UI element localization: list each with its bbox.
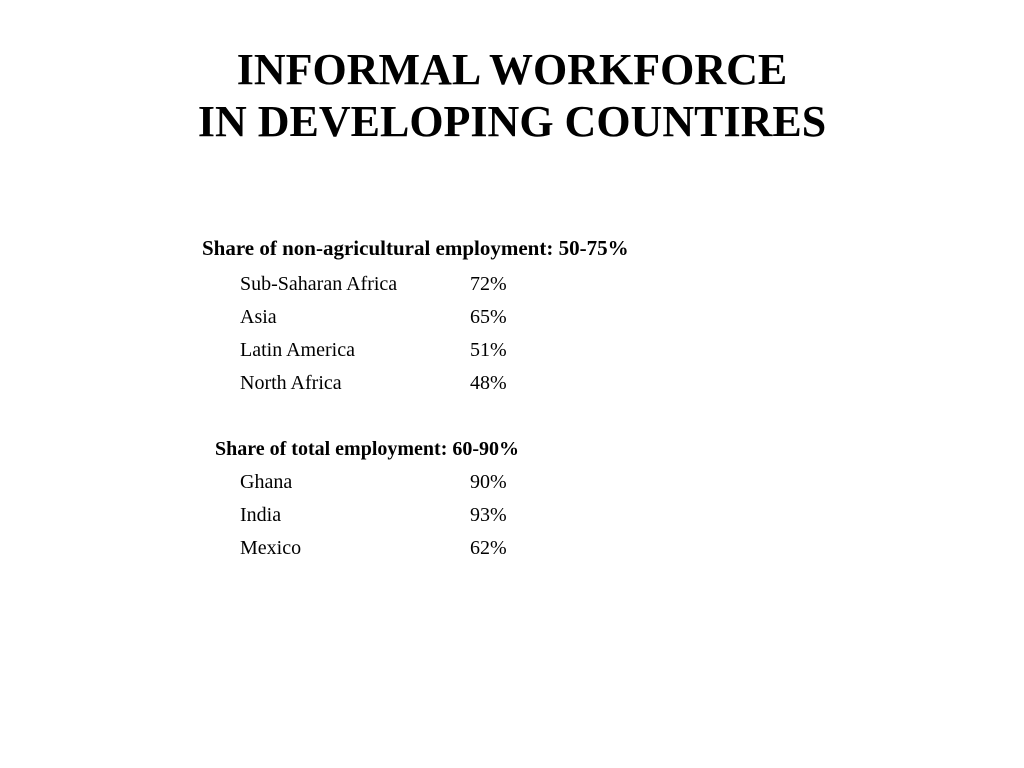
row-label: Mexico — [240, 537, 302, 559]
row-value: 90% — [470, 471, 507, 493]
row-label: India — [240, 504, 282, 526]
row-value: 65% — [470, 306, 507, 328]
row-value: 93% — [470, 504, 507, 526]
row-label: Sub-Saharan Africa — [240, 273, 398, 295]
row-label: Asia — [240, 306, 277, 328]
row-value: 72% — [470, 273, 507, 295]
row-label: North Africa — [240, 372, 342, 394]
row-label: Latin America — [240, 339, 355, 361]
row-value: 62% — [470, 537, 507, 559]
title-line-2: IN DEVELOPING COUNTIRES — [197, 97, 827, 146]
section-heading-total-employment: Share of total employment: 60-90% — [215, 438, 520, 460]
section-heading-non-agricultural: Share of non-agricultural employment: 50-75% — [202, 236, 629, 260]
slide-title — [0, 44, 1024, 148]
row-value: 51% — [470, 339, 507, 361]
row-value: 48% — [470, 372, 507, 394]
row-label: Ghana — [240, 471, 293, 493]
title-line-1: INFORMAL WORKFORCE — [236, 45, 788, 94]
